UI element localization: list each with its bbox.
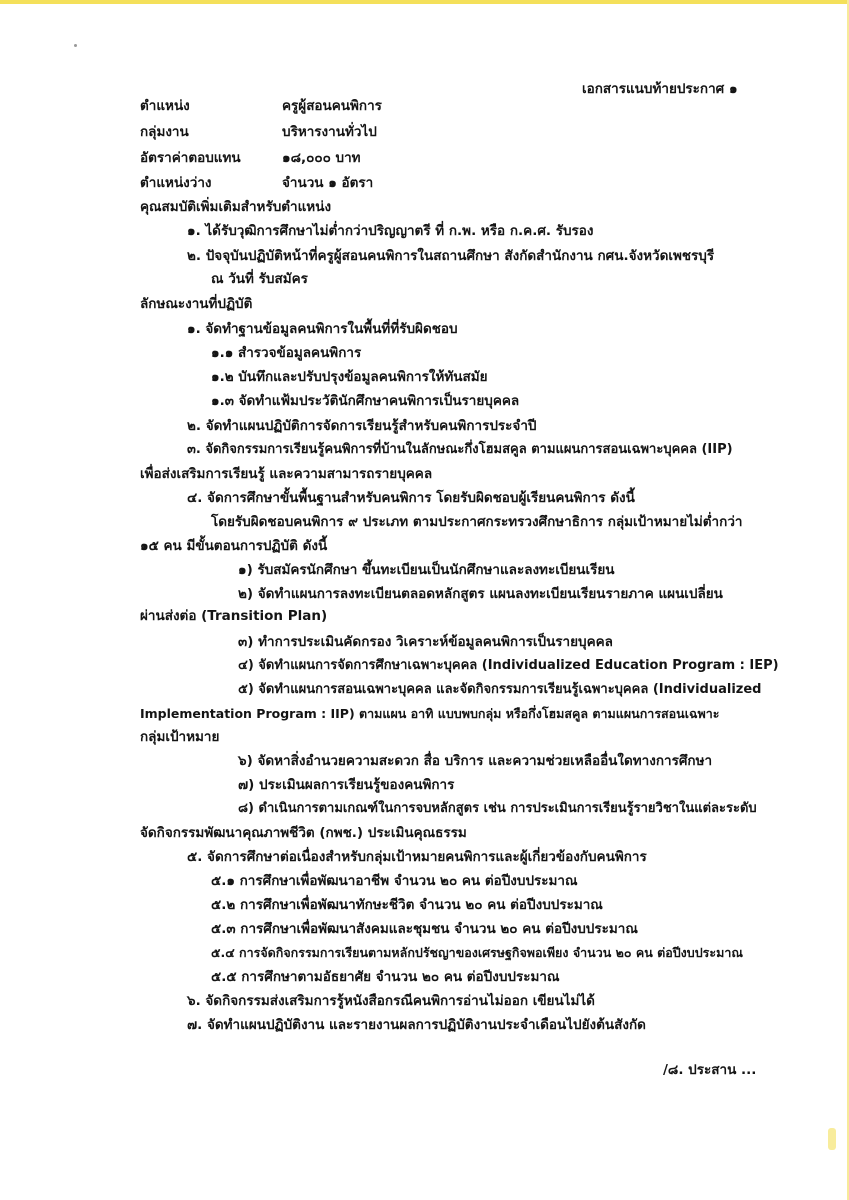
duty-line: เพื่อส่งเสริมการเรียนรู้ และความสามารถรายบุคคล bbox=[140, 466, 433, 482]
duty-line: ๕.๓ การศึกษาเพื่อพัฒนาสังคมและชุมชน จำนวน ๒๐ คน ต่อปีงบประมาณ bbox=[211, 921, 638, 937]
duty-line: ๓. จัดกิจกรรมการเรียนรู้คนพิการที่บ้านในลักษณะกึ่งโฮมสคูล ตามแผนการสอนเฉพาะบุคคล (IIP) bbox=[187, 442, 733, 457]
position-label: ตำแหน่ง bbox=[140, 98, 190, 114]
group-value: บริหารงานทั่วไป bbox=[282, 124, 377, 140]
duty-line: ๔) จัดทำแผนการจัดการศึกษาเฉพาะบุคคล (Individualized Education Program : IEP) bbox=[238, 658, 779, 673]
duty-line: ๕.๕ การศึกษาตามอัธยาศัย จำนวน ๒๐ คน ต่อปีงบประมาณ bbox=[211, 969, 560, 985]
vacancy-label: ตำแหน่งว่าง bbox=[140, 175, 212, 191]
duty-line: ๑.๑ สำรวจข้อมูลคนพิการ bbox=[211, 345, 362, 361]
duty-line: ๗) ประเมินผลการเรียนรู้ของคนพิการ bbox=[238, 777, 455, 793]
duty-line: ๒. จัดทำแผนปฏิบัติการจัดการเรียนรู้สำหรับคนพิการประจำปี bbox=[187, 418, 537, 434]
salary-value: ๑๘,๐๐๐ บาท bbox=[282, 150, 361, 166]
duty-line: ผ่านส่งต่อ (Transition Plan) bbox=[140, 608, 328, 624]
duty-line: Implementation Program : IIP) ตามแผน อาทิ แบบพบกลุ่ม หรือกึ่งโฮมสคูล ตามแผนการสอนเฉพาะ bbox=[140, 706, 720, 721]
duties-heading: ลักษณะงานที่ปฏิบัติ bbox=[140, 296, 253, 312]
duty-line: ๑. จัดทำฐานข้อมูลคนพิการในพื้นที่ที่รับผิดชอบ bbox=[187, 321, 458, 337]
duty-line: โดยรับผิดชอบคนพิการ ๙ ประเภท ตามประกาศกระทรวงศึกษาธิการ กลุ่มเป้าหมายไม่ต่ำกว่า bbox=[211, 514, 743, 530]
duty-line: ๕.๑ การศึกษาเพื่อพัฒนาอาชีพ จำนวน ๒๐ คน ต่อปีงบประมาณ bbox=[211, 873, 578, 889]
duty-line: ๘) ดำเนินการตามเกณฑ์ในการจบหลักสูตร เช่น การประเมินการเรียนรู้รายวิชาในแต่ละระดับ bbox=[238, 801, 757, 816]
duty-line: กลุ่มเป้าหมาย bbox=[140, 729, 220, 745]
duty-line: ๖) จัดหาสิ่งอำนวยความสะดวก สื่อ บริการ และความช่วยเหลืออื่นใดทางการศึกษา bbox=[238, 753, 713, 769]
duty-line: ๑.๓ จัดทำแฟ้มประวัตินักศึกษาคนพิการเป็นรายบุคคล bbox=[211, 393, 520, 409]
duty-line: ๕.๒ การศึกษาเพื่อพัฒนาทักษะชีวิต จำนวน ๒๐ คน ต่อปีงบประมาณ bbox=[211, 897, 603, 913]
qualifications-heading: คุณสมบัติเพิ่มเติมสำหรับตำแหน่ง bbox=[140, 199, 332, 215]
page-footer: /๘. ประสาน ... bbox=[663, 1062, 757, 1078]
duty-line: ๒) จัดทำแผนการลงทะเบียนตลอดหลักสูตร แผนลงทะเบียนเรียนรายภาค แผนเปลี่ยน bbox=[238, 586, 723, 602]
vacancy-value: จำนวน ๑ อัตรา bbox=[282, 175, 374, 191]
duty-line: จัดกิจกรรมพัฒนาคุณภาพชีวิต (กพช.) ประเมินคุณธรรม bbox=[140, 825, 467, 841]
duty-line: ๔. จัดการศึกษาขั้นพื้นฐานสำหรับคนพิการ โดยรับผิดชอบผู้เรียนคนพิการ ดังนี้ bbox=[187, 490, 635, 506]
salary-label: อัตราค่าตอบแทน bbox=[140, 150, 241, 166]
duty-line: ๖. จัดกิจกรรมส่งเสริมการรู้หนังสือกรณีคนพิการอ่านไม่ออก เขียนไม่ได้ bbox=[187, 993, 595, 1009]
qualification-item: ๑. ได้รับวุฒิการศึกษาไม่ต่ำกว่าปริญญาตรี ที่ ก.พ. หรือ ก.ค.ศ. รับรอง bbox=[187, 223, 594, 239]
scan-speck bbox=[74, 44, 77, 47]
duty-line: ๕.๔ การจัดกิจกรรมการเรียนตามหลักปรัชญาของเศรษฐกิจพอเพียง จำนวน ๒๐ คน ต่อปีงบประมาณ bbox=[211, 945, 743, 960]
qualification-item: ๒. ปัจจุบันปฏิบัติหน้าที่ครูผู้สอนคนพิการในสถานศึกษา สังกัดสำนักงาน กศน.จังหวัดเพชรบุรี bbox=[187, 248, 715, 264]
duty-line: ๗. จัดทำแผนปฏิบัติงาน และรายงานผลการปฏิบัติงานประจำเดือนไปยังต้นสังกัด bbox=[187, 1017, 646, 1033]
document-reference: เอกสารแนบท้ายประกาศ ๑ bbox=[582, 81, 738, 97]
duty-line: ๑.๒ บันทึกและปรับปรุงข้อมูลคนพิการให้ทันสมัย bbox=[211, 369, 488, 385]
qualification-item-continued: ณ วันที่ รับสมัคร bbox=[211, 271, 308, 287]
duty-line: ๕. จัดการศึกษาต่อเนื่องสำหรับกลุ่มเป้าหมายคนพิการและผู้เกี่ยวข้องกับคนพิการ bbox=[187, 849, 647, 865]
group-label: กลุ่มงาน bbox=[140, 124, 189, 140]
duty-line: ๑๕ คน มีขั้นตอนการปฏิบัติ ดังนี้ bbox=[140, 538, 328, 554]
scan-edge-mark bbox=[828, 1128, 836, 1150]
scan-edge-top bbox=[0, 0, 849, 4]
duty-line: ๕) จัดทำแผนการสอนเฉพาะบุคคล และจัดกิจกรรมการเรียนรู้เฉพาะบุคคล (Individualized bbox=[238, 682, 762, 697]
duty-line: ๓) ทำการประเมินคัดกรอง วิเคราะห์ข้อมูลคนพิการเป็นรายบุคคล bbox=[238, 634, 613, 650]
position-value: ครูผู้สอนคนพิการ bbox=[282, 98, 382, 114]
duty-line: ๑) รับสมัครนักศึกษา ขึ้นทะเบียนเป็นนักศึกษาและลงทะเบียนเรียน bbox=[238, 562, 615, 578]
